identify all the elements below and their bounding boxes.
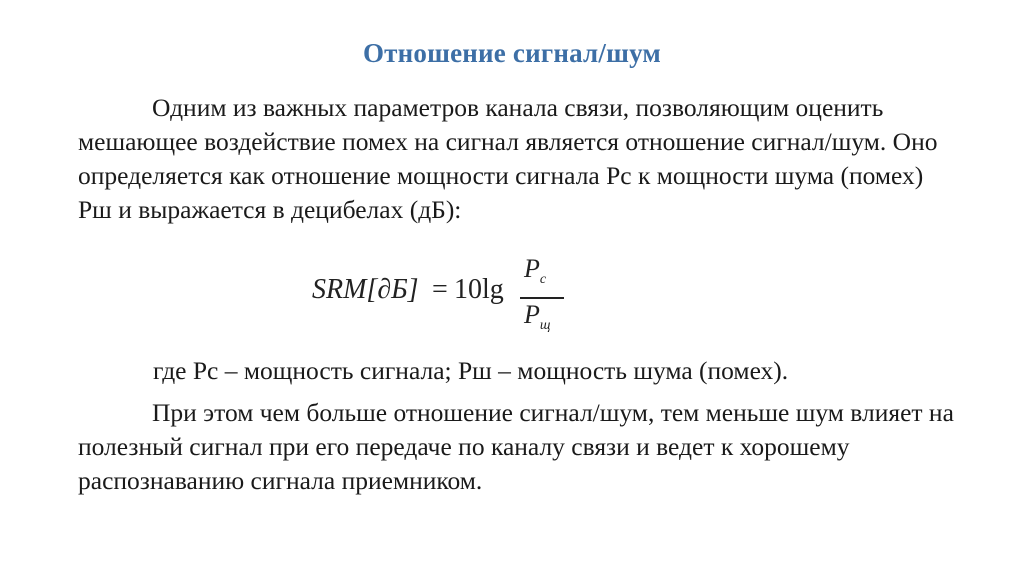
paragraph-conclusion (78, 396, 958, 498)
paragraph-conclusion-text: При этом чем больше отношение сигнал/шум, тем меньше шум влияет на полезный сигнал при его передаче по каналу связи и ведет к хорошему распознаванию сигнала приемником. (78, 398, 954, 495)
fraction-line (520, 297, 564, 299)
slide-title: Отношение сигнал/шум (362, 38, 662, 68)
formula-function: 10lg (454, 274, 504, 305)
formula-equals: = (432, 274, 448, 305)
formula-snr (308, 252, 570, 344)
formula-denominator (524, 300, 550, 334)
denominator-symbol: P (524, 300, 540, 329)
formula-numerator (524, 254, 546, 288)
paragraph-definition-text: Одним из важных параметров канала связи, позволяющим оценить мешающее воздействие помех на сигнал является отношение сигнал/шум. Оно определяется как отношение мощности сигнала Рс к мощности шума (помех) Рш и выражается в децибелах (дБ): (78, 93, 938, 224)
denominator-subscript: щ (539, 318, 551, 334)
paragraph-legend: где Рс – мощность сигнала; Рш – мощность шума (помех). (153, 356, 789, 385)
formula-lhs: SRM[∂Б] (312, 274, 419, 305)
numerator-subscript: c (539, 272, 547, 288)
paragraph-definition (78, 91, 958, 227)
numerator-symbol: P (524, 254, 540, 283)
